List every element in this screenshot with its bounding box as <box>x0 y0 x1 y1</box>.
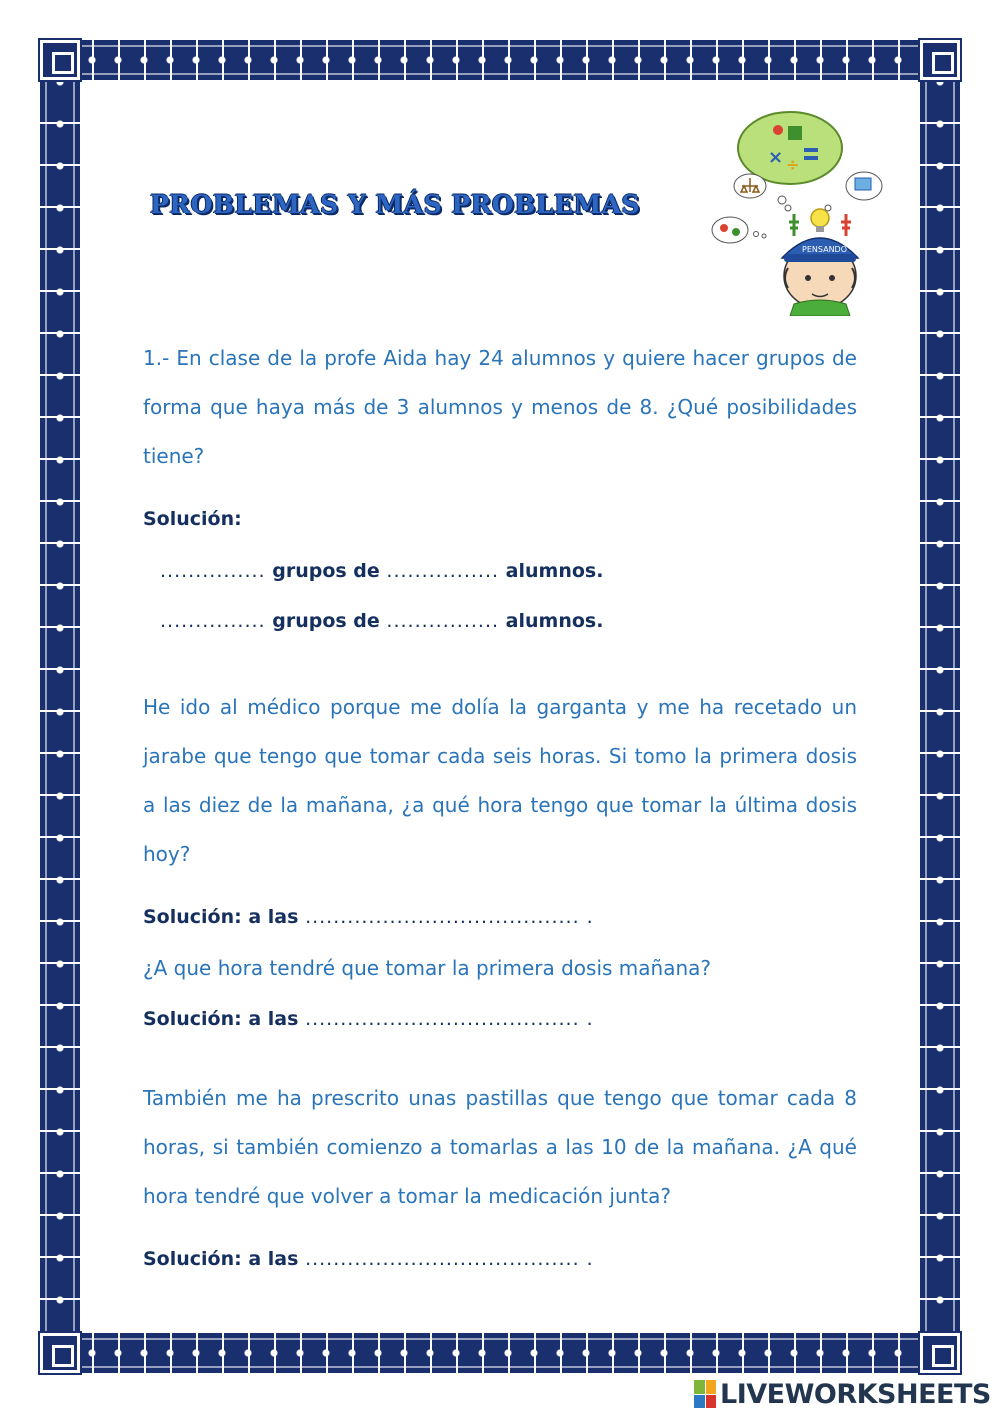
answer-blank[interactable]: ............... <box>160 560 266 582</box>
border-top <box>40 40 960 80</box>
thinking-kid-icon <box>708 108 892 316</box>
border-left <box>40 40 80 1373</box>
svg-text:PENSANDO: PENSANDO <box>802 245 848 254</box>
problem-1-solution-label: Solución: <box>143 508 242 530</box>
answer-blank[interactable]: ....................................... . <box>305 1008 594 1030</box>
answer-blank[interactable]: ....................................... . <box>305 1248 594 1270</box>
answer-blank[interactable]: ............... <box>160 610 266 632</box>
problem-1-answer-line: ............... grupos de ................ alumnos. <box>160 610 604 632</box>
border-bottom <box>40 1333 960 1373</box>
svg-text:×: × <box>768 147 784 168</box>
liveworksheets-logo-icon <box>694 1380 716 1408</box>
problem-2-solution-1: Solución: a las ....................................... . <box>143 906 594 928</box>
page-title: PROBLEMAS Y MÁS PROBLEMAS <box>150 190 641 219</box>
answer-blank[interactable]: ....................................... . <box>305 906 594 928</box>
corner-bottom-left <box>40 1333 80 1373</box>
footer-brand: LIVEWORKSHEETS <box>720 1378 991 1410</box>
corner-top-left <box>40 40 80 80</box>
svg-text:÷: ÷ <box>786 155 800 174</box>
answer-blank[interactable]: ................ <box>386 610 500 632</box>
problem-2-question-2: ¿A que hora tendré que tomar la primera dosis mañana? <box>143 956 711 980</box>
liveworksheets-logo <box>694 1378 994 1410</box>
problem-1-text: 1.- En clase de la profe Aida hay 24 alumnos y quiere hacer grupos de forma que haya más de 3 alumnos y menos de 8. ¿Qué posibilidades tiene? <box>143 346 857 468</box>
answer-blank[interactable]: ................ <box>386 560 500 582</box>
problem-3-solution: Solución: a las ....................................... . <box>143 1248 594 1270</box>
corner-top-right <box>920 40 960 80</box>
problem-3-text: También me ha prescrito unas pastillas que tengo que tomar cada 8 horas, si también comienzo a tomarlas a las 10 de la mañana. ¿A qué hora tendré que volver a tomar la medicación junta? <box>143 1086 857 1208</box>
border-right <box>920 40 960 1373</box>
corner-bottom-right <box>920 1333 960 1373</box>
problem-2-text: He ido al médico porque me dolía la garganta y me ha recetado un jarabe que tengo que tomar cada seis horas. Si tomo la primera dosis a las diez de la mañana, ¿a qué hora tengo que tomar la última dosis hoy? <box>143 695 857 866</box>
problem-2-solution-2: Solución: a las ....................................... . <box>143 1008 594 1030</box>
problem-1-answer-line: ............... grupos de ................ alumnos. <box>160 560 604 582</box>
